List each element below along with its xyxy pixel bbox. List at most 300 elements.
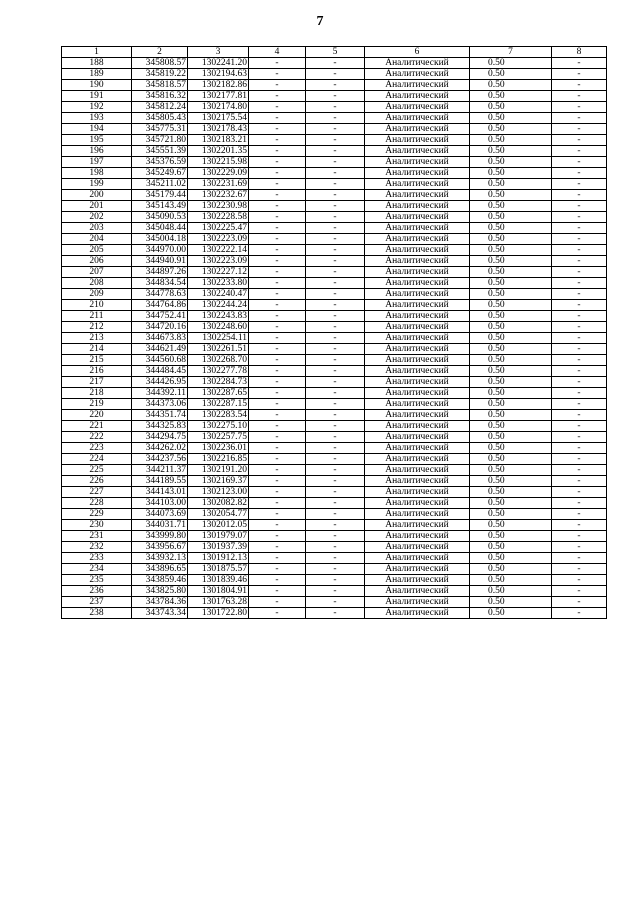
table-cell-col-2: 344392.11 <box>132 388 188 399</box>
table-row <box>62 146 607 157</box>
table-cell-col-4: - <box>249 168 306 179</box>
table-cell-col-3: 1302182.86 <box>188 80 249 91</box>
table-cell-col-7: 0.50 <box>470 102 552 113</box>
table-cell-col-8: - <box>552 487 607 498</box>
table-cell-col-4: - <box>249 146 306 157</box>
table-cell-col-4: - <box>249 498 306 509</box>
table-cell-col-1: 196 <box>62 146 132 157</box>
table-row <box>62 267 607 278</box>
table-cell-col-7: 0.50 <box>470 146 552 157</box>
column-header-5: 5 <box>306 47 365 58</box>
table-cell-col-3: 1301912.13 <box>188 553 249 564</box>
table-cell-col-7: 0.50 <box>470 608 552 619</box>
table-cell-col-5: - <box>306 355 365 366</box>
table-cell-col-6: Аналитический <box>365 454 470 465</box>
table-cell-col-3: 1302287.65 <box>188 388 249 399</box>
table-cell-col-1: 238 <box>62 608 132 619</box>
table-row <box>62 443 607 454</box>
table-cell-col-1: 217 <box>62 377 132 388</box>
table-cell-col-7: 0.50 <box>470 311 552 322</box>
table-row <box>62 179 607 190</box>
table-cell-col-7: 0.50 <box>470 234 552 245</box>
table-cell-col-4: - <box>249 421 306 432</box>
table-cell-col-4: - <box>249 223 306 234</box>
coordinates-table <box>61 46 607 619</box>
table-cell-col-8: - <box>552 531 607 542</box>
table-cell-col-8: - <box>552 322 607 333</box>
table-body <box>62 58 607 619</box>
table-cell-col-3: 1302257.75 <box>188 432 249 443</box>
table-cell-col-3: 1301839.46 <box>188 575 249 586</box>
table-cell-col-2: 345143.49 <box>132 201 188 212</box>
table-cell-col-2: 344143.01 <box>132 487 188 498</box>
table-cell-col-8: - <box>552 113 607 124</box>
table-cell-col-4: - <box>249 553 306 564</box>
table-cell-col-7: 0.50 <box>470 245 552 256</box>
table-cell-col-2: 344262.02 <box>132 443 188 454</box>
table-cell-col-5: - <box>306 333 365 344</box>
table-cell-col-7: 0.50 <box>470 399 552 410</box>
table-cell-col-7: 0.50 <box>470 586 552 597</box>
table-row <box>62 135 607 146</box>
table-cell-col-8: - <box>552 388 607 399</box>
table-cell-col-2: 345211.02 <box>132 179 188 190</box>
table-cell-col-4: - <box>249 531 306 542</box>
table-cell-col-5: - <box>306 245 365 256</box>
table-cell-col-4: - <box>249 91 306 102</box>
column-header-3: 3 <box>188 47 249 58</box>
table-cell-col-5: - <box>306 124 365 135</box>
table-cell-col-3: 1302232.67 <box>188 190 249 201</box>
table-cell-col-4: - <box>249 157 306 168</box>
table-cell-col-2: 343896.65 <box>132 564 188 575</box>
table-cell-col-8: - <box>552 509 607 520</box>
table-cell-col-5: - <box>306 597 365 608</box>
table-cell-col-3: 1302228.58 <box>188 212 249 223</box>
table-cell-col-2: 344834.54 <box>132 278 188 289</box>
table-cell-col-6: Аналитический <box>365 179 470 190</box>
table-cell-col-2: 345048.44 <box>132 223 188 234</box>
table-cell-col-3: 1302268.70 <box>188 355 249 366</box>
table-cell-col-8: - <box>552 201 607 212</box>
table-cell-col-1: 201 <box>62 201 132 212</box>
table-cell-col-6: Аналитический <box>365 190 470 201</box>
table-cell-col-7: 0.50 <box>470 289 552 300</box>
table-cell-col-1: 219 <box>62 399 132 410</box>
table-cell-col-8: - <box>552 586 607 597</box>
table-cell-col-6: Аналитический <box>365 421 470 432</box>
table-cell-col-1: 227 <box>62 487 132 498</box>
table-cell-col-6: Аналитический <box>365 69 470 80</box>
table-cell-col-7: 0.50 <box>470 465 552 476</box>
table-row <box>62 553 607 564</box>
table-cell-col-7: 0.50 <box>470 179 552 190</box>
table-cell-col-1: 211 <box>62 311 132 322</box>
table-cell-col-4: - <box>249 245 306 256</box>
table-cell-col-4: - <box>249 487 306 498</box>
table-cell-col-7: 0.50 <box>470 597 552 608</box>
table-cell-col-8: - <box>552 575 607 586</box>
table-cell-col-4: - <box>249 124 306 135</box>
table-cell-col-5: - <box>306 531 365 542</box>
table-cell-col-1: 189 <box>62 69 132 80</box>
table-cell-col-7: 0.50 <box>470 344 552 355</box>
table-cell-col-3: 1302244.24 <box>188 300 249 311</box>
table-cell-col-7: 0.50 <box>470 201 552 212</box>
table-cell-col-8: - <box>552 465 607 476</box>
table-cell-col-1: 195 <box>62 135 132 146</box>
table-cell-col-3: 1302240.47 <box>188 289 249 300</box>
table-row <box>62 333 607 344</box>
table-cell-col-8: - <box>552 608 607 619</box>
table-row <box>62 498 607 509</box>
table-cell-col-1: 193 <box>62 113 132 124</box>
table-cell-col-2: 344970.00 <box>132 245 188 256</box>
table-cell-col-1: 220 <box>62 410 132 421</box>
column-header-1: 1 <box>62 47 132 58</box>
table-cell-col-5: - <box>306 586 365 597</box>
table-cell-col-2: 344325.83 <box>132 421 188 432</box>
table-row <box>62 58 607 69</box>
table-cell-col-3: 1302229.09 <box>188 168 249 179</box>
table-cell-col-2: 345805.43 <box>132 113 188 124</box>
table-cell-col-3: 1302216.85 <box>188 454 249 465</box>
table-row <box>62 212 607 223</box>
table-cell-col-5: - <box>306 113 365 124</box>
column-header-8: 8 <box>552 47 607 58</box>
table-cell-col-7: 0.50 <box>470 322 552 333</box>
table-cell-col-3: 1302177.81 <box>188 91 249 102</box>
table-cell-col-2: 343999.80 <box>132 531 188 542</box>
table-cell-col-8: - <box>552 102 607 113</box>
column-header-4: 4 <box>249 47 306 58</box>
table-cell-col-7: 0.50 <box>470 168 552 179</box>
table-cell-col-6: Аналитический <box>365 344 470 355</box>
table-cell-col-5: - <box>306 410 365 421</box>
table-row <box>62 564 607 575</box>
table-cell-col-4: - <box>249 443 306 454</box>
table-cell-col-7: 0.50 <box>470 69 552 80</box>
table-row <box>62 388 607 399</box>
table-cell-col-6: Аналитический <box>365 509 470 520</box>
table-cell-col-2: 343956.67 <box>132 542 188 553</box>
table-cell-col-3: 1302248.60 <box>188 322 249 333</box>
table-cell-col-6: Аналитический <box>365 498 470 509</box>
table-cell-col-1: 200 <box>62 190 132 201</box>
table-cell-col-7: 0.50 <box>470 58 552 69</box>
table-cell-col-2: 345816.32 <box>132 91 188 102</box>
table-cell-col-8: - <box>552 498 607 509</box>
table-cell-col-2: 344752.41 <box>132 311 188 322</box>
table-cell-col-6: Аналитический <box>365 586 470 597</box>
table-cell-col-1: 204 <box>62 234 132 245</box>
table-row <box>62 509 607 520</box>
table-cell-col-5: - <box>306 465 365 476</box>
table-cell-col-5: - <box>306 388 365 399</box>
table-cell-col-5: - <box>306 80 365 91</box>
table-cell-col-6: Аналитический <box>365 267 470 278</box>
table-cell-col-2: 344351.74 <box>132 410 188 421</box>
table-cell-col-6: Аналитический <box>365 157 470 168</box>
table-cell-col-5: - <box>306 135 365 146</box>
table-cell-col-2: 344764.86 <box>132 300 188 311</box>
table-row <box>62 322 607 333</box>
table-cell-col-4: - <box>249 542 306 553</box>
table-cell-col-3: 1302277.78 <box>188 366 249 377</box>
table-row <box>62 234 607 245</box>
table-cell-col-2: 343859.46 <box>132 575 188 586</box>
table-row <box>62 597 607 608</box>
table-cell-col-3: 1301722.80 <box>188 608 249 619</box>
table-cell-col-5: - <box>306 443 365 454</box>
table-cell-col-1: 207 <box>62 267 132 278</box>
table-row <box>62 102 607 113</box>
table-cell-col-7: 0.50 <box>470 91 552 102</box>
table-cell-col-4: - <box>249 509 306 520</box>
table-cell-col-3: 1302236.01 <box>188 443 249 454</box>
table-cell-col-6: Аналитический <box>365 520 470 531</box>
table-cell-col-2: 344031.71 <box>132 520 188 531</box>
table-cell-col-6: Аналитический <box>365 355 470 366</box>
table-cell-col-1: 203 <box>62 223 132 234</box>
table-cell-col-1: 216 <box>62 366 132 377</box>
column-header-6: 6 <box>365 47 470 58</box>
table-row <box>62 586 607 597</box>
table-cell-col-2: 345090.53 <box>132 212 188 223</box>
table-cell-col-1: 236 <box>62 586 132 597</box>
table-cell-col-1: 209 <box>62 289 132 300</box>
table-cell-col-5: - <box>306 366 365 377</box>
table-cell-col-5: - <box>306 553 365 564</box>
table-cell-col-6: Аналитический <box>365 245 470 256</box>
table-cell-col-8: - <box>552 366 607 377</box>
table-cell-col-4: - <box>249 135 306 146</box>
table-cell-col-5: - <box>306 498 365 509</box>
table-cell-col-1: 199 <box>62 179 132 190</box>
table-cell-col-4: - <box>249 366 306 377</box>
table-cell-col-8: - <box>552 58 607 69</box>
table-cell-col-1: 235 <box>62 575 132 586</box>
table-cell-col-6: Аналитический <box>365 322 470 333</box>
table-cell-col-8: - <box>552 443 607 454</box>
table-cell-col-2: 345179.44 <box>132 190 188 201</box>
table-cell-col-2: 343825.80 <box>132 586 188 597</box>
table-row <box>62 91 607 102</box>
table-row <box>62 300 607 311</box>
table-cell-col-7: 0.50 <box>470 113 552 124</box>
table-cell-col-5: - <box>306 344 365 355</box>
table-cell-col-7: 0.50 <box>470 278 552 289</box>
table-cell-col-8: - <box>552 124 607 135</box>
table-cell-col-2: 345818.57 <box>132 80 188 91</box>
table-cell-col-3: 1302233.80 <box>188 278 249 289</box>
table-cell-col-7: 0.50 <box>470 377 552 388</box>
table-cell-col-2: 344237.56 <box>132 454 188 465</box>
table-cell-col-2: 344560.68 <box>132 355 188 366</box>
table-row <box>62 465 607 476</box>
table-cell-col-5: - <box>306 102 365 113</box>
table-cell-col-1: 229 <box>62 509 132 520</box>
table-cell-col-7: 0.50 <box>470 432 552 443</box>
table-cell-col-1: 218 <box>62 388 132 399</box>
table-cell-col-1: 228 <box>62 498 132 509</box>
table-cell-col-6: Аналитический <box>365 113 470 124</box>
table-cell-col-2: 345551.39 <box>132 146 188 157</box>
table-header-row <box>62 47 607 58</box>
table-cell-col-3: 1302243.83 <box>188 311 249 322</box>
table-cell-col-1: 233 <box>62 553 132 564</box>
table-cell-col-6: Аналитический <box>365 608 470 619</box>
table-cell-col-2: 344294.75 <box>132 432 188 443</box>
table-row <box>62 223 607 234</box>
table-cell-col-7: 0.50 <box>470 553 552 564</box>
table-cell-col-1: 205 <box>62 245 132 256</box>
table-cell-col-8: - <box>552 597 607 608</box>
table-cell-col-5: - <box>306 542 365 553</box>
table-cell-col-3: 1302082.82 <box>188 498 249 509</box>
table-cell-col-2: 343784.36 <box>132 597 188 608</box>
table-cell-col-7: 0.50 <box>470 355 552 366</box>
table-row <box>62 69 607 80</box>
table-row <box>62 190 607 201</box>
table-cell-col-1: 194 <box>62 124 132 135</box>
table-cell-col-1: 224 <box>62 454 132 465</box>
table-cell-col-5: - <box>306 608 365 619</box>
table-cell-col-2: 344073.69 <box>132 509 188 520</box>
table-row <box>62 311 607 322</box>
table-cell-col-5: - <box>306 146 365 157</box>
table-cell-col-7: 0.50 <box>470 575 552 586</box>
table-cell-col-4: - <box>249 344 306 355</box>
table-cell-col-8: - <box>552 377 607 388</box>
table-cell-col-6: Аналитический <box>365 487 470 498</box>
table-row <box>62 476 607 487</box>
table-cell-col-2: 344484.45 <box>132 366 188 377</box>
table-cell-col-2: 345249.67 <box>132 168 188 179</box>
table-cell-col-1: 191 <box>62 91 132 102</box>
table-cell-col-5: - <box>306 212 365 223</box>
table-cell-col-8: - <box>552 256 607 267</box>
table-cell-col-8: - <box>552 542 607 553</box>
table-cell-col-6: Аналитический <box>365 597 470 608</box>
table-row <box>62 421 607 432</box>
table-cell-col-5: - <box>306 432 365 443</box>
table-cell-col-4: - <box>249 410 306 421</box>
table-cell-col-3: 1302223.09 <box>188 256 249 267</box>
page-number: 7 <box>316 14 324 29</box>
table-cell-col-4: - <box>249 399 306 410</box>
table-cell-col-7: 0.50 <box>470 157 552 168</box>
table-cell-col-8: - <box>552 421 607 432</box>
table-cell-col-7: 0.50 <box>470 531 552 542</box>
table-cell-col-2: 343743.34 <box>132 608 188 619</box>
table-cell-col-4: - <box>249 322 306 333</box>
table-cell-col-3: 1302175.54 <box>188 113 249 124</box>
table-cell-col-1: 202 <box>62 212 132 223</box>
table-cell-col-4: - <box>249 388 306 399</box>
column-header-2: 2 <box>132 47 188 58</box>
table-cell-col-5: - <box>306 564 365 575</box>
table-cell-col-3: 1302169.37 <box>188 476 249 487</box>
table-cell-col-3: 1301937.39 <box>188 542 249 553</box>
table-cell-col-5: - <box>306 223 365 234</box>
table-cell-col-3: 1302241.20 <box>188 58 249 69</box>
table-cell-col-3: 1302275.10 <box>188 421 249 432</box>
table-cell-col-6: Аналитический <box>365 124 470 135</box>
table-cell-col-2: 344673.83 <box>132 333 188 344</box>
table-cell-col-4: - <box>249 454 306 465</box>
table-cell-col-5: - <box>306 311 365 322</box>
table-cell-col-8: - <box>552 300 607 311</box>
table-cell-col-4: - <box>249 432 306 443</box>
table-row <box>62 278 607 289</box>
table-cell-col-6: Аналитический <box>365 58 470 69</box>
table-cell-col-5: - <box>306 520 365 531</box>
table-cell-col-4: - <box>249 311 306 322</box>
table-cell-col-7: 0.50 <box>470 267 552 278</box>
table-cell-col-5: - <box>306 179 365 190</box>
table-cell-col-3: 1301979.07 <box>188 531 249 542</box>
table-cell-col-1: 230 <box>62 520 132 531</box>
table-cell-col-4: - <box>249 520 306 531</box>
table-cell-col-6: Аналитический <box>365 542 470 553</box>
table-cell-col-1: 210 <box>62 300 132 311</box>
table-cell-col-8: - <box>552 311 607 322</box>
table-cell-col-8: - <box>552 454 607 465</box>
table-cell-col-1: 190 <box>62 80 132 91</box>
table-cell-col-1: 234 <box>62 564 132 575</box>
table-cell-col-4: - <box>249 465 306 476</box>
table-cell-col-6: Аналитический <box>365 201 470 212</box>
table-cell-col-8: - <box>552 267 607 278</box>
table-cell-col-3: 1301763.28 <box>188 597 249 608</box>
table-cell-col-8: - <box>552 399 607 410</box>
table-cell-col-2: 344103.00 <box>132 498 188 509</box>
table-cell-col-8: - <box>552 245 607 256</box>
table-row <box>62 201 607 212</box>
table-cell-col-7: 0.50 <box>470 542 552 553</box>
table-cell-col-6: Аналитический <box>365 300 470 311</box>
table-cell-col-7: 0.50 <box>470 476 552 487</box>
column-header-7: 7 <box>470 47 552 58</box>
table-row <box>62 531 607 542</box>
table-cell-col-3: 1302284.73 <box>188 377 249 388</box>
table-cell-col-5: - <box>306 575 365 586</box>
table-cell-col-5: - <box>306 190 365 201</box>
table-cell-col-4: - <box>249 377 306 388</box>
table-cell-col-1: 222 <box>62 432 132 443</box>
table-cell-col-5: - <box>306 289 365 300</box>
table-cell-col-8: - <box>552 91 607 102</box>
table-cell-col-8: - <box>552 80 607 91</box>
table-row <box>62 344 607 355</box>
table-cell-col-5: - <box>306 168 365 179</box>
table-cell-col-6: Аналитический <box>365 135 470 146</box>
table-cell-col-5: - <box>306 157 365 168</box>
table-row <box>62 520 607 531</box>
table-cell-col-3: 1302261.51 <box>188 344 249 355</box>
table-cell-col-6: Аналитический <box>365 553 470 564</box>
table-cell-col-4: - <box>249 564 306 575</box>
table-row <box>62 366 607 377</box>
table-cell-col-6: Аналитический <box>365 80 470 91</box>
table-cell-col-1: 232 <box>62 542 132 553</box>
table-cell-col-3: 1302191.20 <box>188 465 249 476</box>
table-cell-col-2: 345808.57 <box>132 58 188 69</box>
table-cell-col-8: - <box>552 278 607 289</box>
table-cell-col-7: 0.50 <box>470 124 552 135</box>
table-cell-col-6: Аналитический <box>365 366 470 377</box>
